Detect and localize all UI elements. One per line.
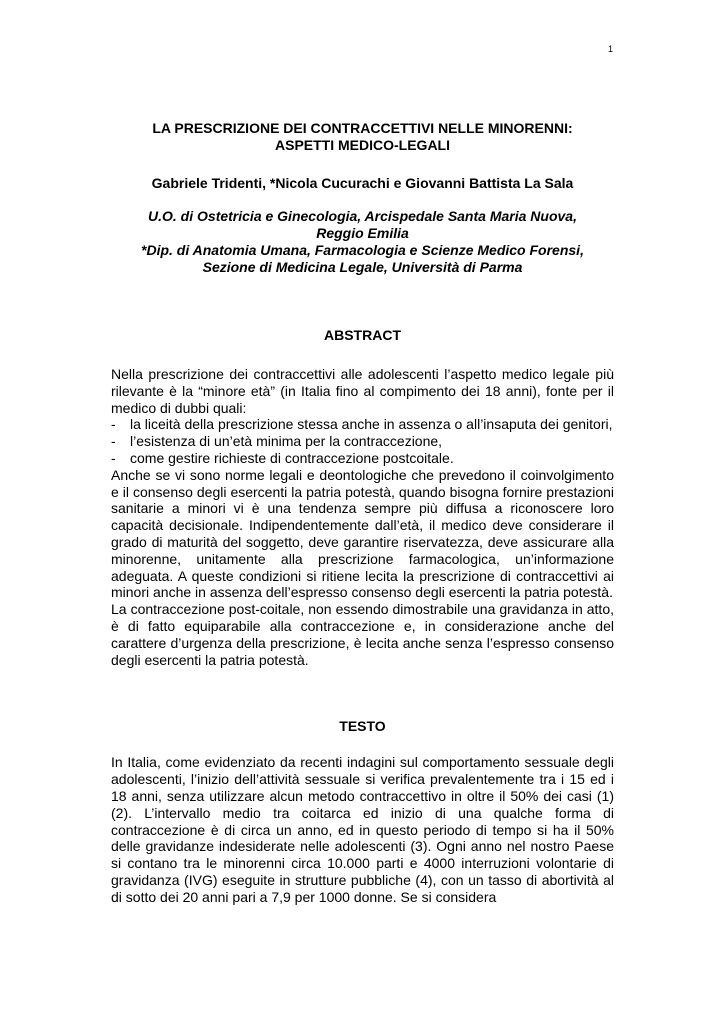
- document-title: [111, 120, 614, 154]
- document-body: [111, 120, 614, 906]
- affiliations: [111, 208, 614, 276]
- affiliation-line: Sezione di Medicina Legale, Università di Parma: [202, 259, 523, 275]
- list-item: [111, 416, 614, 433]
- list-item-text: la liceità della prescrizione stessa anche in assenza o all’insaputa dei genitori,: [130, 416, 613, 433]
- list-item: [111, 433, 614, 450]
- list-item-text: l’esistenza di un’età minima per la contraccezione,: [130, 433, 443, 450]
- abstract-heading: ABSTRACT: [324, 327, 401, 343]
- list-marker: -: [111, 416, 116, 433]
- abstract-intro: Nella prescrizione dei contraccettivi alle adolescenti l’aspetto medico legale più rilevante è la “minore età” (in Italia fino al compimento dei 18 anni), fonte per il medico di dubbi quali:: [111, 366, 614, 416]
- affiliation-line: *Dip. di Anatomia Umana, Farmacologia e Scienze Medico Forensi,: [141, 242, 584, 258]
- abstract-list: [111, 416, 614, 466]
- list-item: [111, 450, 614, 467]
- title-line-1: LA PRESCRIZIONE DEI CONTRACCETTIVI NELLE MINORENNI:: [152, 120, 573, 136]
- testo-body: [111, 754, 614, 905]
- testo-paragraph: In Italia, come evidenziato da recenti indagini sul comportamento sessuale degli adolescenti, l’inizio dell’attività sessuale si verifica prevalentemente tra i 15 ed i 18 anni, senza utilizzare alcun metodo contraccettivo in oltre il 50% dei casi (1)(2). L’intervallo medio tra coitarca ed inizio di una qualche forma di contraccezione è di circa un anno, ed in questo periodo di tempo si ha il 50% delle gravidanze indesiderate nelle adolescenti (3). Ogni anno nel nostro Paese si contano tra le minorenni circa 10.000 parti e 4000 interruzioni volontarie di gravidanza (IVG) eseguite in strutture pubbliche (4), con un tasso di abortività al di sotto dei 20 anni pari a 7,9 per 1000 donne. Se si considera: [111, 754, 614, 905]
- abstract-paragraph: Anche se vi sono norme legali e deontologiche che prevedono il coinvolgimento e il consenso degli esercenti la patria potestà, quando bisogna fornire prestazioni sanitarie a minori vi è una tendenza sempre più diffusa a riconoscere loro capacità decisionale. Indipendentemente dall’età, il medico deve considerare il grado di maturità del soggetto, deve garantire riservatezza, deve assicurare alla minorenne, unitamente alla prescrizione farmacologica, un’informazione adeguata. A queste condizioni si ritiene lecita la prescrizione di contraccettivi ai minori anche in assenza dell’espresso consenso degli esercenti la patria potestà.: [111, 466, 614, 601]
- list-marker: -: [111, 449, 116, 466]
- abstract-paragraph: La contraccezione post-coitale, non essendo dimostrabile una gravidanza in atto, è di fatto equiparabile alla contraccezione e, in considerazione anche del carattere d’urgenza della prescrizione, è lecita anche senza l’espresso consenso degli esercenti la patria potestà.: [111, 601, 614, 668]
- title-line-2: ASPETTI MEDICO-LEGALI: [275, 137, 450, 153]
- authors: Gabriele Tridenti, *Nicola Cucurachi e Giovanni Battista La Sala: [151, 175, 574, 191]
- affiliation-line: U.O. di Ostetricia e Ginecologia, Arcispedale Santa Maria Nuova,: [148, 208, 577, 224]
- abstract-body: [111, 366, 614, 668]
- list-item-text: come gestire richieste di contraccezione postcoitale.: [130, 449, 454, 466]
- page-number: 1: [607, 44, 613, 54]
- testo-heading: TESTO: [339, 718, 386, 735]
- affiliation-line: Reggio Emilia: [316, 225, 409, 241]
- list-marker: -: [111, 433, 116, 450]
